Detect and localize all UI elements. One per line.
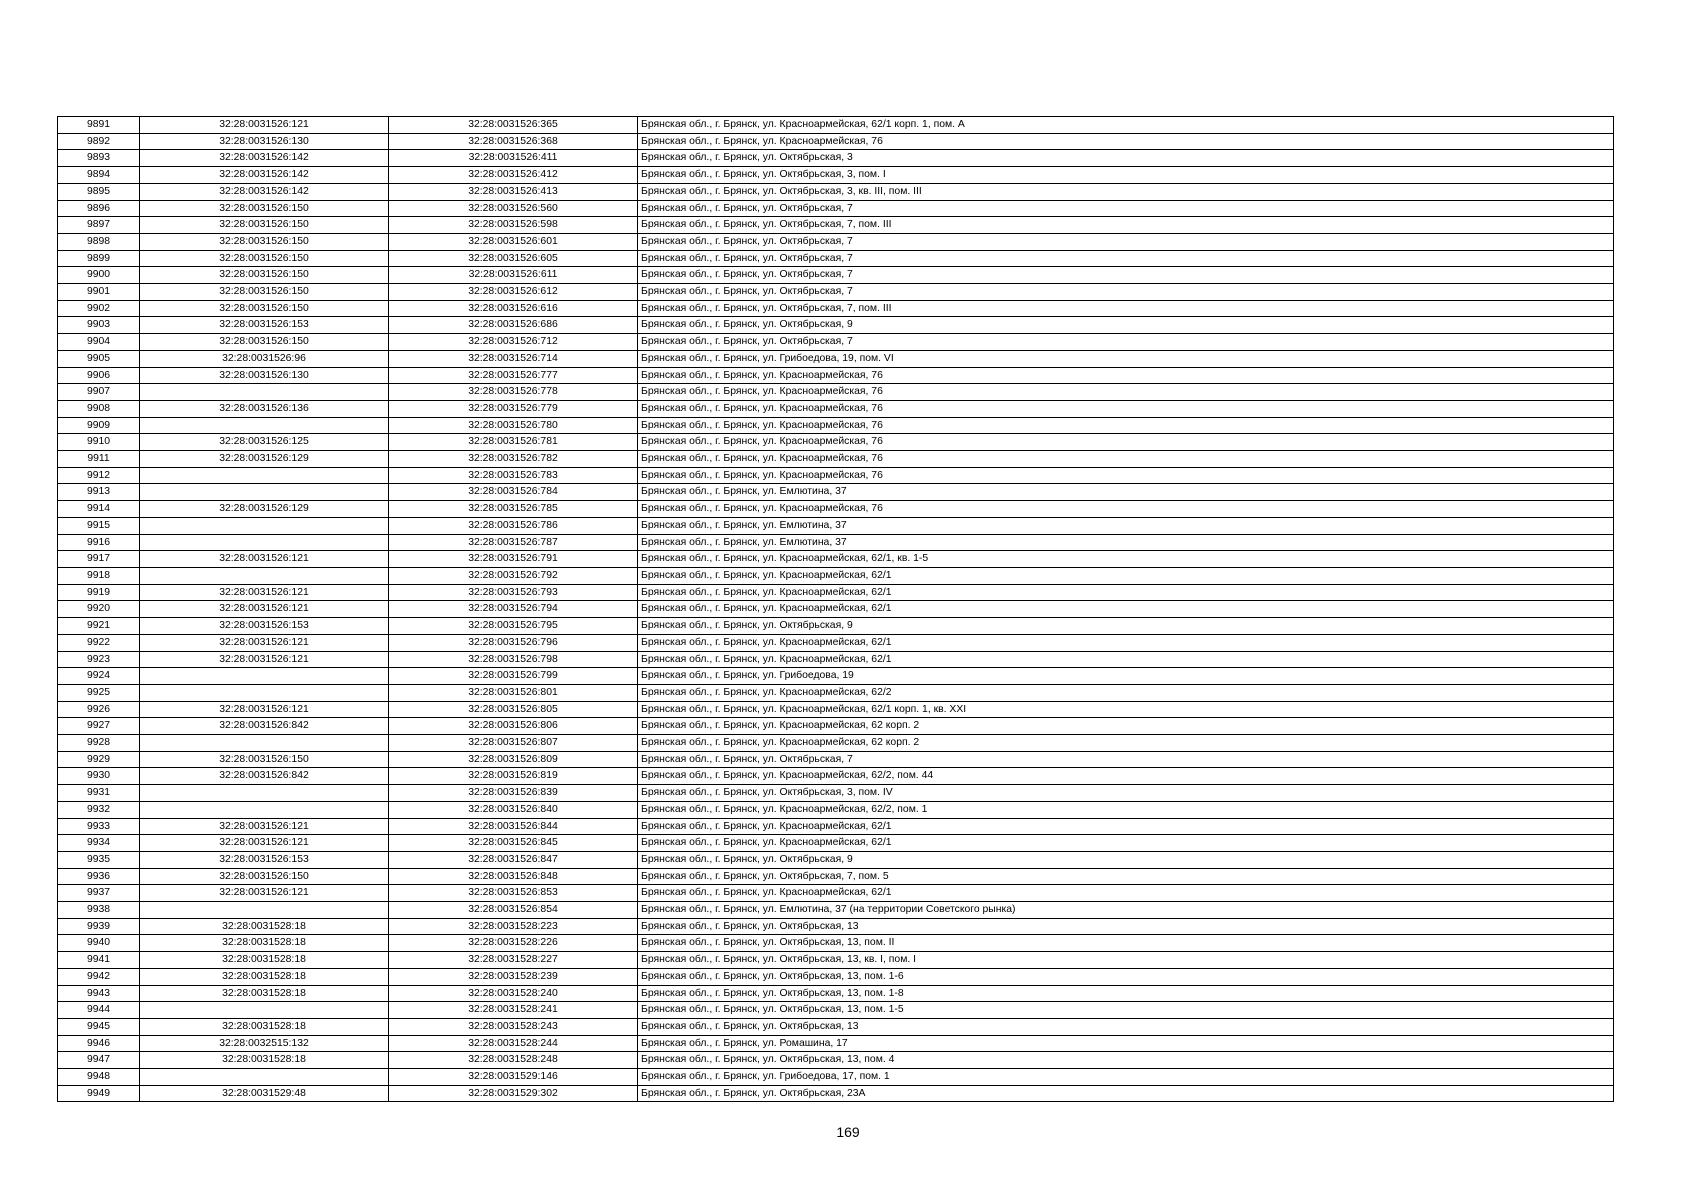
cadastral-number-cell: 32:28:0031526:840 <box>389 801 638 818</box>
row-number-cell: 9940 <box>58 935 140 952</box>
row-number-cell: 9936 <box>58 868 140 885</box>
row-number-cell: 9896 <box>58 200 140 217</box>
cadastral-number-cell: 32:28:0031526:847 <box>389 851 638 868</box>
row-number-cell: 9893 <box>58 150 140 167</box>
row-number-cell: 9892 <box>58 133 140 150</box>
row-number-cell: 9911 <box>58 451 140 468</box>
cadastral-number-cell: 32:28:0031528:248 <box>389 1052 638 1069</box>
parent-cadastral-number-cell: 32:28:0031526:121 <box>140 601 389 618</box>
row-number-cell: 9914 <box>58 501 140 518</box>
parent-cadastral-number-cell: 32:28:0031526:130 <box>140 367 389 384</box>
table-row <box>58 985 1614 1002</box>
table-row <box>58 233 1614 250</box>
cadastral-number-cell: 32:28:0031526:844 <box>389 818 638 835</box>
table-row <box>58 434 1614 451</box>
row-number-cell: 9944 <box>58 1002 140 1019</box>
parent-cadastral-number-cell: 32:28:0031526:130 <box>140 133 389 150</box>
address-cell: Брянская обл., г. Брянск, ул. Емлютина, 37 <box>638 534 1614 551</box>
parent-cadastral-number-cell: 32:28:0031528:18 <box>140 968 389 985</box>
cadastral-number-cell: 32:28:0031528:241 <box>389 1002 638 1019</box>
cadastral-number-cell: 32:28:0031526:854 <box>389 902 638 919</box>
table-row <box>58 467 1614 484</box>
cadastral-number-cell: 32:28:0031526:786 <box>389 517 638 534</box>
cadastral-number-cell: 32:28:0031526:601 <box>389 233 638 250</box>
parent-cadastral-number-cell: 32:28:0031528:18 <box>140 1018 389 1035</box>
row-number-cell: 9943 <box>58 985 140 1002</box>
address-cell: Брянская обл., г. Брянск, ул. Октябрьская, 9 <box>638 317 1614 334</box>
table-row <box>58 217 1614 234</box>
cadastral-number-cell: 32:28:0031526:777 <box>389 367 638 384</box>
address-cell: Брянская обл., г. Брянск, ул. Красноармейская, 62/1 <box>638 818 1614 835</box>
parent-cadastral-number-cell: 32:28:0031526:150 <box>140 751 389 768</box>
parent-cadastral-number-cell: 32:28:0031528:18 <box>140 985 389 1002</box>
row-number-cell: 9946 <box>58 1035 140 1052</box>
row-number-cell: 9922 <box>58 634 140 651</box>
cadastral-number-cell: 32:28:0031526:778 <box>389 384 638 401</box>
row-number-cell: 9948 <box>58 1069 140 1086</box>
parent-cadastral-number-cell <box>140 735 389 752</box>
cadastral-number-cell: 32:28:0031526:785 <box>389 501 638 518</box>
parent-cadastral-number-cell: 32:28:0031526:142 <box>140 150 389 167</box>
address-cell: Брянская обл., г. Брянск, ул. Красноармейская, 76 <box>638 400 1614 417</box>
cadastral-number-cell: 32:28:0031528:244 <box>389 1035 638 1052</box>
row-number-cell: 9907 <box>58 384 140 401</box>
table-row <box>58 284 1614 301</box>
address-cell: Брянская обл., г. Брянск, ул. Красноармейская, 76 <box>638 501 1614 518</box>
address-cell: Брянская обл., г. Брянск, ул. Красноармейская, 62 корп. 2 <box>638 735 1614 752</box>
cadastral-number-cell: 32:28:0031526:807 <box>389 735 638 752</box>
address-cell: Брянская обл., г. Брянск, ул. Октябрьская, 7 <box>638 334 1614 351</box>
parent-cadastral-number-cell: 32:28:0031526:842 <box>140 768 389 785</box>
cadastral-number-cell: 32:28:0031526:795 <box>389 618 638 635</box>
row-number-cell: 9910 <box>58 434 140 451</box>
parent-cadastral-number-cell: 32:28:0031526:150 <box>140 868 389 885</box>
row-number-cell: 9900 <box>58 267 140 284</box>
address-cell: Брянская обл., г. Брянск, ул. Красноармейская, 62/1 <box>638 835 1614 852</box>
address-cell: Брянская обл., г. Брянск, ул. Красноармейская, 62/1 <box>638 634 1614 651</box>
cadastral-number-cell: 32:28:0031526:805 <box>389 701 638 718</box>
address-cell: Брянская обл., г. Брянск, ул. Емлютина, 37 (на территории Советского рынка) <box>638 902 1614 919</box>
address-cell: Брянская обл., г. Брянск, ул. Красноармейская, 76 <box>638 367 1614 384</box>
parent-cadastral-number-cell: 32:28:0031526:96 <box>140 350 389 367</box>
table-row <box>58 684 1614 701</box>
table-row <box>58 133 1614 150</box>
row-number-cell: 9902 <box>58 300 140 317</box>
address-cell: Брянская обл., г. Брянск, ул. Красноармейская, 62/1 <box>638 601 1614 618</box>
parent-cadastral-number-cell: 32:28:0031526:129 <box>140 451 389 468</box>
cadastral-number-cell: 32:28:0031526:560 <box>389 200 638 217</box>
row-number-cell: 9891 <box>58 117 140 134</box>
parent-cadastral-number-cell: 32:28:0031528:18 <box>140 918 389 935</box>
parent-cadastral-number-cell: 32:28:0031528:18 <box>140 935 389 952</box>
address-cell: Брянская обл., г. Брянск, ул. Октябрьская, 13, пом. 1-5 <box>638 1002 1614 1019</box>
cadastral-number-cell: 32:28:0031526:605 <box>389 250 638 267</box>
table-row <box>58 551 1614 568</box>
cadastral-number-cell: 32:28:0031526:819 <box>389 768 638 785</box>
row-number-cell: 9908 <box>58 400 140 417</box>
parent-cadastral-number-cell <box>140 417 389 434</box>
row-number-cell: 9942 <box>58 968 140 985</box>
cadastral-number-cell: 32:28:0031526:368 <box>389 133 638 150</box>
cadastral-number-cell: 32:28:0031526:798 <box>389 651 638 668</box>
cadastral-number-cell: 32:28:0031526:779 <box>389 400 638 417</box>
table-row <box>58 885 1614 902</box>
parent-cadastral-number-cell: 32:28:0031526:150 <box>140 334 389 351</box>
cadastral-number-cell: 32:28:0031526:612 <box>389 284 638 301</box>
cadastral-number-cell: 32:28:0031528:227 <box>389 952 638 969</box>
parent-cadastral-number-cell <box>140 517 389 534</box>
row-number-cell: 9930 <box>58 768 140 785</box>
table-row <box>58 835 1614 852</box>
table-row <box>58 417 1614 434</box>
address-cell: Брянская обл., г. Брянск, ул. Красноармейская, 62/2, пом. 1 <box>638 801 1614 818</box>
address-cell: Брянская обл., г. Брянск, ул. Октябрьская, 7 <box>638 250 1614 267</box>
table-row <box>58 801 1614 818</box>
cadastral-number-cell: 32:28:0031528:240 <box>389 985 638 1002</box>
row-number-cell: 9906 <box>58 367 140 384</box>
parent-cadastral-number-cell <box>140 467 389 484</box>
parent-cadastral-number-cell: 32:28:0031526:150 <box>140 200 389 217</box>
cadastral-number-cell: 32:28:0031526:848 <box>389 868 638 885</box>
cadastral-number-cell: 32:28:0031526:412 <box>389 167 638 184</box>
row-number-cell: 9895 <box>58 183 140 200</box>
parent-cadastral-number-cell: 32:28:0031526:125 <box>140 434 389 451</box>
row-number-cell: 9935 <box>58 851 140 868</box>
address-cell: Брянская обл., г. Брянск, ул. Октябрьская, 3, пом. IV <box>638 785 1614 802</box>
cadastral-number-cell: 32:28:0031526:712 <box>389 334 638 351</box>
row-number-cell: 9921 <box>58 618 140 635</box>
cadastral-number-cell: 32:28:0031529:146 <box>389 1069 638 1086</box>
cadastral-number-cell: 32:28:0031526:783 <box>389 467 638 484</box>
cadastral-number-cell: 32:28:0031526:799 <box>389 668 638 685</box>
address-cell: Брянская обл., г. Брянск, ул. Октябрьская, 7 <box>638 267 1614 284</box>
row-number-cell: 9915 <box>58 517 140 534</box>
address-cell: Брянская обл., г. Брянск, ул. Ромашина, 17 <box>638 1035 1614 1052</box>
parent-cadastral-number-cell <box>140 785 389 802</box>
table-row <box>58 484 1614 501</box>
parent-cadastral-number-cell: 32:28:0031526:121 <box>140 651 389 668</box>
table-row <box>58 601 1614 618</box>
row-number-cell: 9928 <box>58 735 140 752</box>
page-number: 169 <box>836 1124 860 1140</box>
cadastral-number-cell: 32:28:0031526:801 <box>389 684 638 701</box>
address-cell: Брянская обл., г. Брянск, ул. Октябрьская, 7, пом. III <box>638 217 1614 234</box>
parent-cadastral-number-cell: 32:28:0031526:121 <box>140 885 389 902</box>
row-number-cell: 9897 <box>58 217 140 234</box>
table-row <box>58 501 1614 518</box>
table-row <box>58 567 1614 584</box>
parent-cadastral-number-cell: 32:28:0031526:153 <box>140 851 389 868</box>
address-cell: Брянская обл., г. Брянск, ул. Емлютина, 37 <box>638 484 1614 501</box>
address-cell: Брянская обл., г. Брянск, ул. Октябрьская, 23А <box>638 1085 1614 1102</box>
address-cell: Брянская обл., г. Брянск, ул. Октябрьская, 7, пом. 5 <box>638 868 1614 885</box>
parent-cadastral-number-cell <box>140 484 389 501</box>
parent-cadastral-number-cell <box>140 668 389 685</box>
row-number-cell: 9916 <box>58 534 140 551</box>
cadastral-number-cell: 32:28:0031528:243 <box>389 1018 638 1035</box>
row-number-cell: 9899 <box>58 250 140 267</box>
table-row <box>58 1035 1614 1052</box>
table-row <box>58 851 1614 868</box>
address-cell: Брянская обл., г. Брянск, ул. Красноармейская, 76 <box>638 451 1614 468</box>
parent-cadastral-number-cell <box>140 801 389 818</box>
table-row <box>58 183 1614 200</box>
row-number-cell: 9926 <box>58 701 140 718</box>
cadastral-number-cell: 32:28:0031526:686 <box>389 317 638 334</box>
cadastral-registry-table <box>57 116 1614 1102</box>
address-cell: Брянская обл., г. Брянск, ул. Красноармейская, 62 корп. 2 <box>638 718 1614 735</box>
table-row <box>58 250 1614 267</box>
parent-cadastral-number-cell <box>140 567 389 584</box>
address-cell: Брянская обл., г. Брянск, ул. Октябрьская, 7 <box>638 751 1614 768</box>
table-row <box>58 1069 1614 1086</box>
parent-cadastral-number-cell <box>140 684 389 701</box>
table-row <box>58 167 1614 184</box>
table-row <box>58 150 1614 167</box>
address-cell: Брянская обл., г. Брянск, ул. Октябрьская, 13 <box>638 918 1614 935</box>
row-number-cell: 9941 <box>58 952 140 969</box>
row-number-cell: 9898 <box>58 233 140 250</box>
parent-cadastral-number-cell: 32:28:0031526:121 <box>140 818 389 835</box>
address-cell: Брянская обл., г. Брянск, ул. Красноармейская, 76 <box>638 467 1614 484</box>
parent-cadastral-number-cell: 32:28:0031526:121 <box>140 117 389 134</box>
cadastral-number-cell: 32:28:0031526:780 <box>389 417 638 434</box>
table-row <box>58 451 1614 468</box>
address-cell: Брянская обл., г. Брянск, ул. Октябрьская, 13 <box>638 1018 1614 1035</box>
parent-cadastral-number-cell: 32:28:0031526:150 <box>140 300 389 317</box>
row-number-cell: 9938 <box>58 902 140 919</box>
cadastral-number-cell: 32:28:0031526:845 <box>389 835 638 852</box>
row-number-cell: 9945 <box>58 1018 140 1035</box>
parent-cadastral-number-cell: 32:28:0031526:153 <box>140 618 389 635</box>
parent-cadastral-number-cell: 32:28:0031526:121 <box>140 551 389 568</box>
table-row <box>58 334 1614 351</box>
cadastral-number-cell: 32:28:0031526:781 <box>389 434 638 451</box>
row-number-cell: 9912 <box>58 467 140 484</box>
cadastral-number-cell: 32:28:0031526:793 <box>389 584 638 601</box>
cadastral-number-cell: 32:28:0031526:791 <box>389 551 638 568</box>
table-row <box>58 117 1614 134</box>
parent-cadastral-number-cell: 32:28:0031528:18 <box>140 1052 389 1069</box>
table-body <box>58 117 1614 1102</box>
table-row <box>58 735 1614 752</box>
table-row <box>58 517 1614 534</box>
address-cell: Брянская обл., г. Брянск, ул. Красноармейская, 76 <box>638 384 1614 401</box>
address-cell: Брянская обл., г. Брянск, ул. Октябрьская, 7, пом. III <box>638 300 1614 317</box>
address-cell: Брянская обл., г. Брянск, ул. Октябрьская, 7 <box>638 284 1614 301</box>
row-number-cell: 9947 <box>58 1052 140 1069</box>
address-cell: Брянская обл., г. Брянск, ул. Красноармейская, 62/1 <box>638 885 1614 902</box>
parent-cadastral-number-cell: 32:28:0031526:150 <box>140 217 389 234</box>
table-row <box>58 350 1614 367</box>
cadastral-number-cell: 32:28:0031526:714 <box>389 350 638 367</box>
row-number-cell: 9903 <box>58 317 140 334</box>
row-number-cell: 9904 <box>58 334 140 351</box>
table-row <box>58 534 1614 551</box>
cadastral-number-cell: 32:28:0031526:782 <box>389 451 638 468</box>
table-row <box>58 935 1614 952</box>
cadastral-number-cell: 32:28:0031526:365 <box>389 117 638 134</box>
address-cell: Брянская обл., г. Брянск, ул. Октябрьская, 9 <box>638 851 1614 868</box>
address-cell: Брянская обл., г. Брянск, ул. Грибоедова, 19 <box>638 668 1614 685</box>
table-row <box>58 785 1614 802</box>
table-row <box>58 200 1614 217</box>
parent-cadastral-number-cell: 32:28:0031526:150 <box>140 233 389 250</box>
cadastral-number-cell: 32:28:0031526:784 <box>389 484 638 501</box>
cadastral-number-cell: 32:28:0031526:413 <box>389 183 638 200</box>
table-row <box>58 1052 1614 1069</box>
address-cell: Брянская обл., г. Брянск, ул. Октябрьская, 7 <box>638 233 1614 250</box>
parent-cadastral-number-cell: 32:28:0031526:150 <box>140 267 389 284</box>
row-number-cell: 9917 <box>58 551 140 568</box>
cadastral-number-cell: 32:28:0031528:223 <box>389 918 638 935</box>
parent-cadastral-number-cell: 32:28:0031526:142 <box>140 183 389 200</box>
table-row <box>58 367 1614 384</box>
row-number-cell: 9933 <box>58 818 140 835</box>
address-cell: Брянская обл., г. Брянск, ул. Октябрьская, 3, кв. III, пом. III <box>638 183 1614 200</box>
parent-cadastral-number-cell: 32:28:0031526:121 <box>140 584 389 601</box>
cadastral-number-cell: 32:28:0031526:796 <box>389 634 638 651</box>
parent-cadastral-number-cell: 32:28:0031526:142 <box>140 167 389 184</box>
table-row <box>58 317 1614 334</box>
parent-cadastral-number-cell: 32:28:0031526:150 <box>140 250 389 267</box>
parent-cadastral-number-cell: 32:28:0031526:842 <box>140 718 389 735</box>
parent-cadastral-number-cell <box>140 1002 389 1019</box>
table-row <box>58 651 1614 668</box>
cadastral-number-cell: 32:28:0031526:794 <box>389 601 638 618</box>
table-row <box>58 618 1614 635</box>
parent-cadastral-number-cell: 32:28:0031526:121 <box>140 701 389 718</box>
row-number-cell: 9939 <box>58 918 140 935</box>
row-number-cell: 9909 <box>58 417 140 434</box>
address-cell: Брянская обл., г. Брянск, ул. Емлютина, 37 <box>638 517 1614 534</box>
address-cell: Брянская обл., г. Брянск, ул. Красноармейская, 62/1 <box>638 567 1614 584</box>
address-cell: Брянская обл., г. Брянск, ул. Октябрьская, 13, пом. 1-8 <box>638 985 1614 1002</box>
table-row <box>58 1018 1614 1035</box>
cadastral-number-cell: 32:28:0031526:787 <box>389 534 638 551</box>
table-row <box>58 868 1614 885</box>
row-number-cell: 9918 <box>58 567 140 584</box>
address-cell: Брянская обл., г. Брянск, ул. Красноармейская, 76 <box>638 417 1614 434</box>
parent-cadastral-number-cell: 32:28:0031526:129 <box>140 501 389 518</box>
row-number-cell: 9929 <box>58 751 140 768</box>
address-cell: Брянская обл., г. Брянск, ул. Октябрьская, 3, пом. I <box>638 167 1614 184</box>
parent-cadastral-number-cell: 32:28:0031526:153 <box>140 317 389 334</box>
row-number-cell: 9937 <box>58 885 140 902</box>
cadastral-number-cell: 32:28:0031526:411 <box>389 150 638 167</box>
row-number-cell: 9923 <box>58 651 140 668</box>
parent-cadastral-number-cell: 32:28:0031526:150 <box>140 284 389 301</box>
address-cell: Брянская обл., г. Брянск, ул. Октябрьская, 7 <box>638 200 1614 217</box>
table-row <box>58 634 1614 651</box>
row-number-cell: 9934 <box>58 835 140 852</box>
address-cell: Брянская обл., г. Брянск, ул. Красноармейская, 62/2 <box>638 684 1614 701</box>
address-cell: Брянская обл., г. Брянск, ул. Красноармейская, 62/1 корп. 1, пом. А <box>638 117 1614 134</box>
row-number-cell: 9932 <box>58 801 140 818</box>
cadastral-number-cell: 32:28:0031526:809 <box>389 751 638 768</box>
table-row <box>58 400 1614 417</box>
parent-cadastral-number-cell: 32:28:0031529:48 <box>140 1085 389 1102</box>
parent-cadastral-number-cell: 32:28:0031528:18 <box>140 952 389 969</box>
cadastral-number-cell: 32:28:0031529:302 <box>389 1085 638 1102</box>
address-cell: Брянская обл., г. Брянск, ул. Красноармейская, 62/1 корп. 1, кв. XXI <box>638 701 1614 718</box>
cadastral-number-cell: 32:28:0031526:792 <box>389 567 638 584</box>
table-row <box>58 1085 1614 1102</box>
table-row <box>58 751 1614 768</box>
table-row <box>58 384 1614 401</box>
parent-cadastral-number-cell <box>140 902 389 919</box>
table-row <box>58 768 1614 785</box>
table-row <box>58 902 1614 919</box>
row-number-cell: 9925 <box>58 684 140 701</box>
row-number-cell: 9949 <box>58 1085 140 1102</box>
row-number-cell: 9931 <box>58 785 140 802</box>
row-number-cell: 9920 <box>58 601 140 618</box>
row-number-cell: 9919 <box>58 584 140 601</box>
row-number-cell: 9905 <box>58 350 140 367</box>
address-cell: Брянская обл., г. Брянск, ул. Октябрьская, 13, пом. 1-6 <box>638 968 1614 985</box>
address-cell: Брянская обл., г. Брянск, ул. Красноармейская, 62/1 <box>638 651 1614 668</box>
parent-cadastral-number-cell: 32:28:0031526:136 <box>140 400 389 417</box>
table-row <box>58 818 1614 835</box>
table-row <box>58 968 1614 985</box>
address-cell: Брянская обл., г. Брянск, ул. Грибоедова, 17, пом. 1 <box>638 1069 1614 1086</box>
address-cell: Брянская обл., г. Брянск, ул. Красноармейская, 76 <box>638 434 1614 451</box>
address-cell: Брянская обл., г. Брянск, ул. Октябрьская, 13, пом. 4 <box>638 1052 1614 1069</box>
table-row <box>58 300 1614 317</box>
cadastral-number-cell: 32:28:0031526:598 <box>389 217 638 234</box>
table-row <box>58 952 1614 969</box>
row-number-cell: 9913 <box>58 484 140 501</box>
cadastral-number-cell: 32:28:0031528:239 <box>389 968 638 985</box>
cadastral-number-cell: 32:28:0031526:611 <box>389 267 638 284</box>
cadastral-number-cell: 32:28:0031526:806 <box>389 718 638 735</box>
address-cell: Брянская обл., г. Брянск, ул. Октябрьская, 13, пом. II <box>638 935 1614 952</box>
table-row <box>58 668 1614 685</box>
cadastral-number-cell: 32:28:0031526:853 <box>389 885 638 902</box>
address-cell: Брянская обл., г. Брянск, ул. Октябрьская, 3 <box>638 150 1614 167</box>
address-cell: Брянская обл., г. Брянск, ул. Красноармейская, 62/1 <box>638 584 1614 601</box>
parent-cadastral-number-cell: 32:28:0032515:132 <box>140 1035 389 1052</box>
table-row <box>58 267 1614 284</box>
parent-cadastral-number-cell <box>140 534 389 551</box>
row-number-cell: 9924 <box>58 668 140 685</box>
table-row <box>58 1002 1614 1019</box>
address-cell: Брянская обл., г. Брянск, ул. Грибоедова, 19, пом. VI <box>638 350 1614 367</box>
parent-cadastral-number-cell: 32:28:0031526:121 <box>140 835 389 852</box>
row-number-cell: 9927 <box>58 718 140 735</box>
table-row <box>58 584 1614 601</box>
table-row <box>58 918 1614 935</box>
table-row <box>58 701 1614 718</box>
parent-cadastral-number-cell: 32:28:0031526:121 <box>140 634 389 651</box>
address-cell: Брянская обл., г. Брянск, ул. Октябрьская, 9 <box>638 618 1614 635</box>
row-number-cell: 9901 <box>58 284 140 301</box>
cadastral-number-cell: 32:28:0031526:616 <box>389 300 638 317</box>
parent-cadastral-number-cell <box>140 1069 389 1086</box>
row-number-cell: 9894 <box>58 167 140 184</box>
address-cell: Брянская обл., г. Брянск, ул. Красноармейская, 62/2, пом. 44 <box>638 768 1614 785</box>
parent-cadastral-number-cell <box>140 384 389 401</box>
table-row <box>58 718 1614 735</box>
address-cell: Брянская обл., г. Брянск, ул. Октябрьская, 13, кв. I, пом. I <box>638 952 1614 969</box>
address-cell: Брянская обл., г. Брянск, ул. Красноармейская, 76 <box>638 133 1614 150</box>
address-cell: Брянская обл., г. Брянск, ул. Красноармейская, 62/1, кв. 1-5 <box>638 551 1614 568</box>
cadastral-number-cell: 32:28:0031528:226 <box>389 935 638 952</box>
cadastral-number-cell: 32:28:0031526:839 <box>389 785 638 802</box>
